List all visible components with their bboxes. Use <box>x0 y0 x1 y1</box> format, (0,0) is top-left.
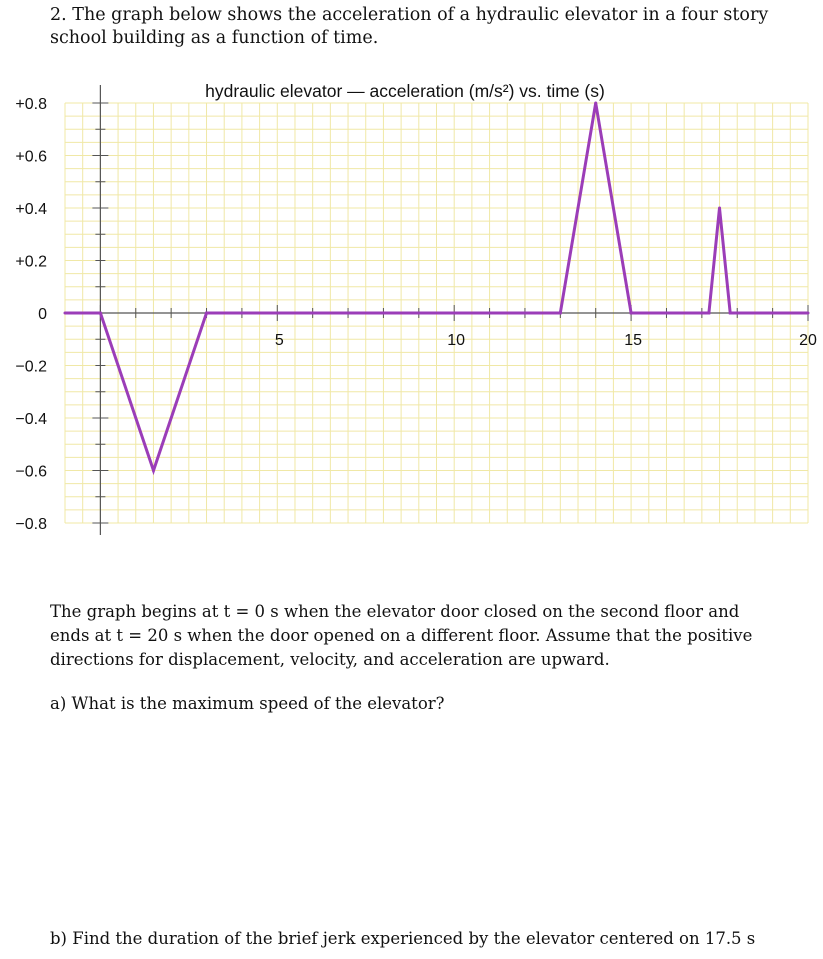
data-point <box>152 469 155 472</box>
description <box>50 600 810 672</box>
data-point <box>559 312 562 315</box>
y-tick-label: −0.4 <box>15 411 47 428</box>
part-a-question: a) What is the maximum speed of the elevator? <box>50 694 445 713</box>
y-tick-label: +0.4 <box>15 201 47 218</box>
x-tick-label: 10 <box>447 332 466 349</box>
y-tick-label: +0.2 <box>15 253 47 271</box>
chart-svg <box>0 68 823 548</box>
description-line-3: directions for displacement, velocity, and acceleration are upward. <box>50 650 610 669</box>
question-line-1: 2. The graph below shows the acceleration of a hydraulic elevator in a four story <box>50 5 769 25</box>
chart-title: hydraulic elevator — acceleration (m/s²) vs. time (s) <box>205 81 605 101</box>
question-text <box>50 4 810 50</box>
data-point <box>205 312 208 315</box>
x-tick-label: 15 <box>624 332 642 349</box>
data-point <box>807 312 810 315</box>
y-tick-label: −0.2 <box>15 358 47 376</box>
data-point <box>594 102 597 105</box>
data-point <box>700 312 703 315</box>
data-point <box>707 312 710 315</box>
data-point <box>729 312 732 315</box>
data-point <box>718 207 721 210</box>
acceleration-chart <box>0 68 823 548</box>
y-tick-label: −0.6 <box>15 463 47 481</box>
x-tick-label: 20 <box>799 332 817 349</box>
data-point <box>99 312 102 315</box>
question-number: 2. <box>50 5 67 25</box>
x-tick-label: 5 <box>274 332 284 349</box>
data-point <box>630 312 633 315</box>
data-point <box>64 312 67 315</box>
y-tick-label: 0 <box>38 306 47 323</box>
description-line-1: The graph begins at t = 0 s when the elevator door closed on the second floor and <box>50 602 740 621</box>
y-tick-label: −0.8 <box>15 516 47 533</box>
y-tick-label: +0.8 <box>15 96 47 113</box>
y-tick-label: +0.6 <box>15 148 47 166</box>
question-line-2: school building as a function of time. <box>50 28 379 48</box>
part-b-question: b) Find the duration of the brief jerk experienced by the elevator centered on 17.5 s <box>50 929 756 948</box>
description-line-2: ends at t = 20 s when the door opened on a different floor. Assume that the positive <box>50 626 753 645</box>
